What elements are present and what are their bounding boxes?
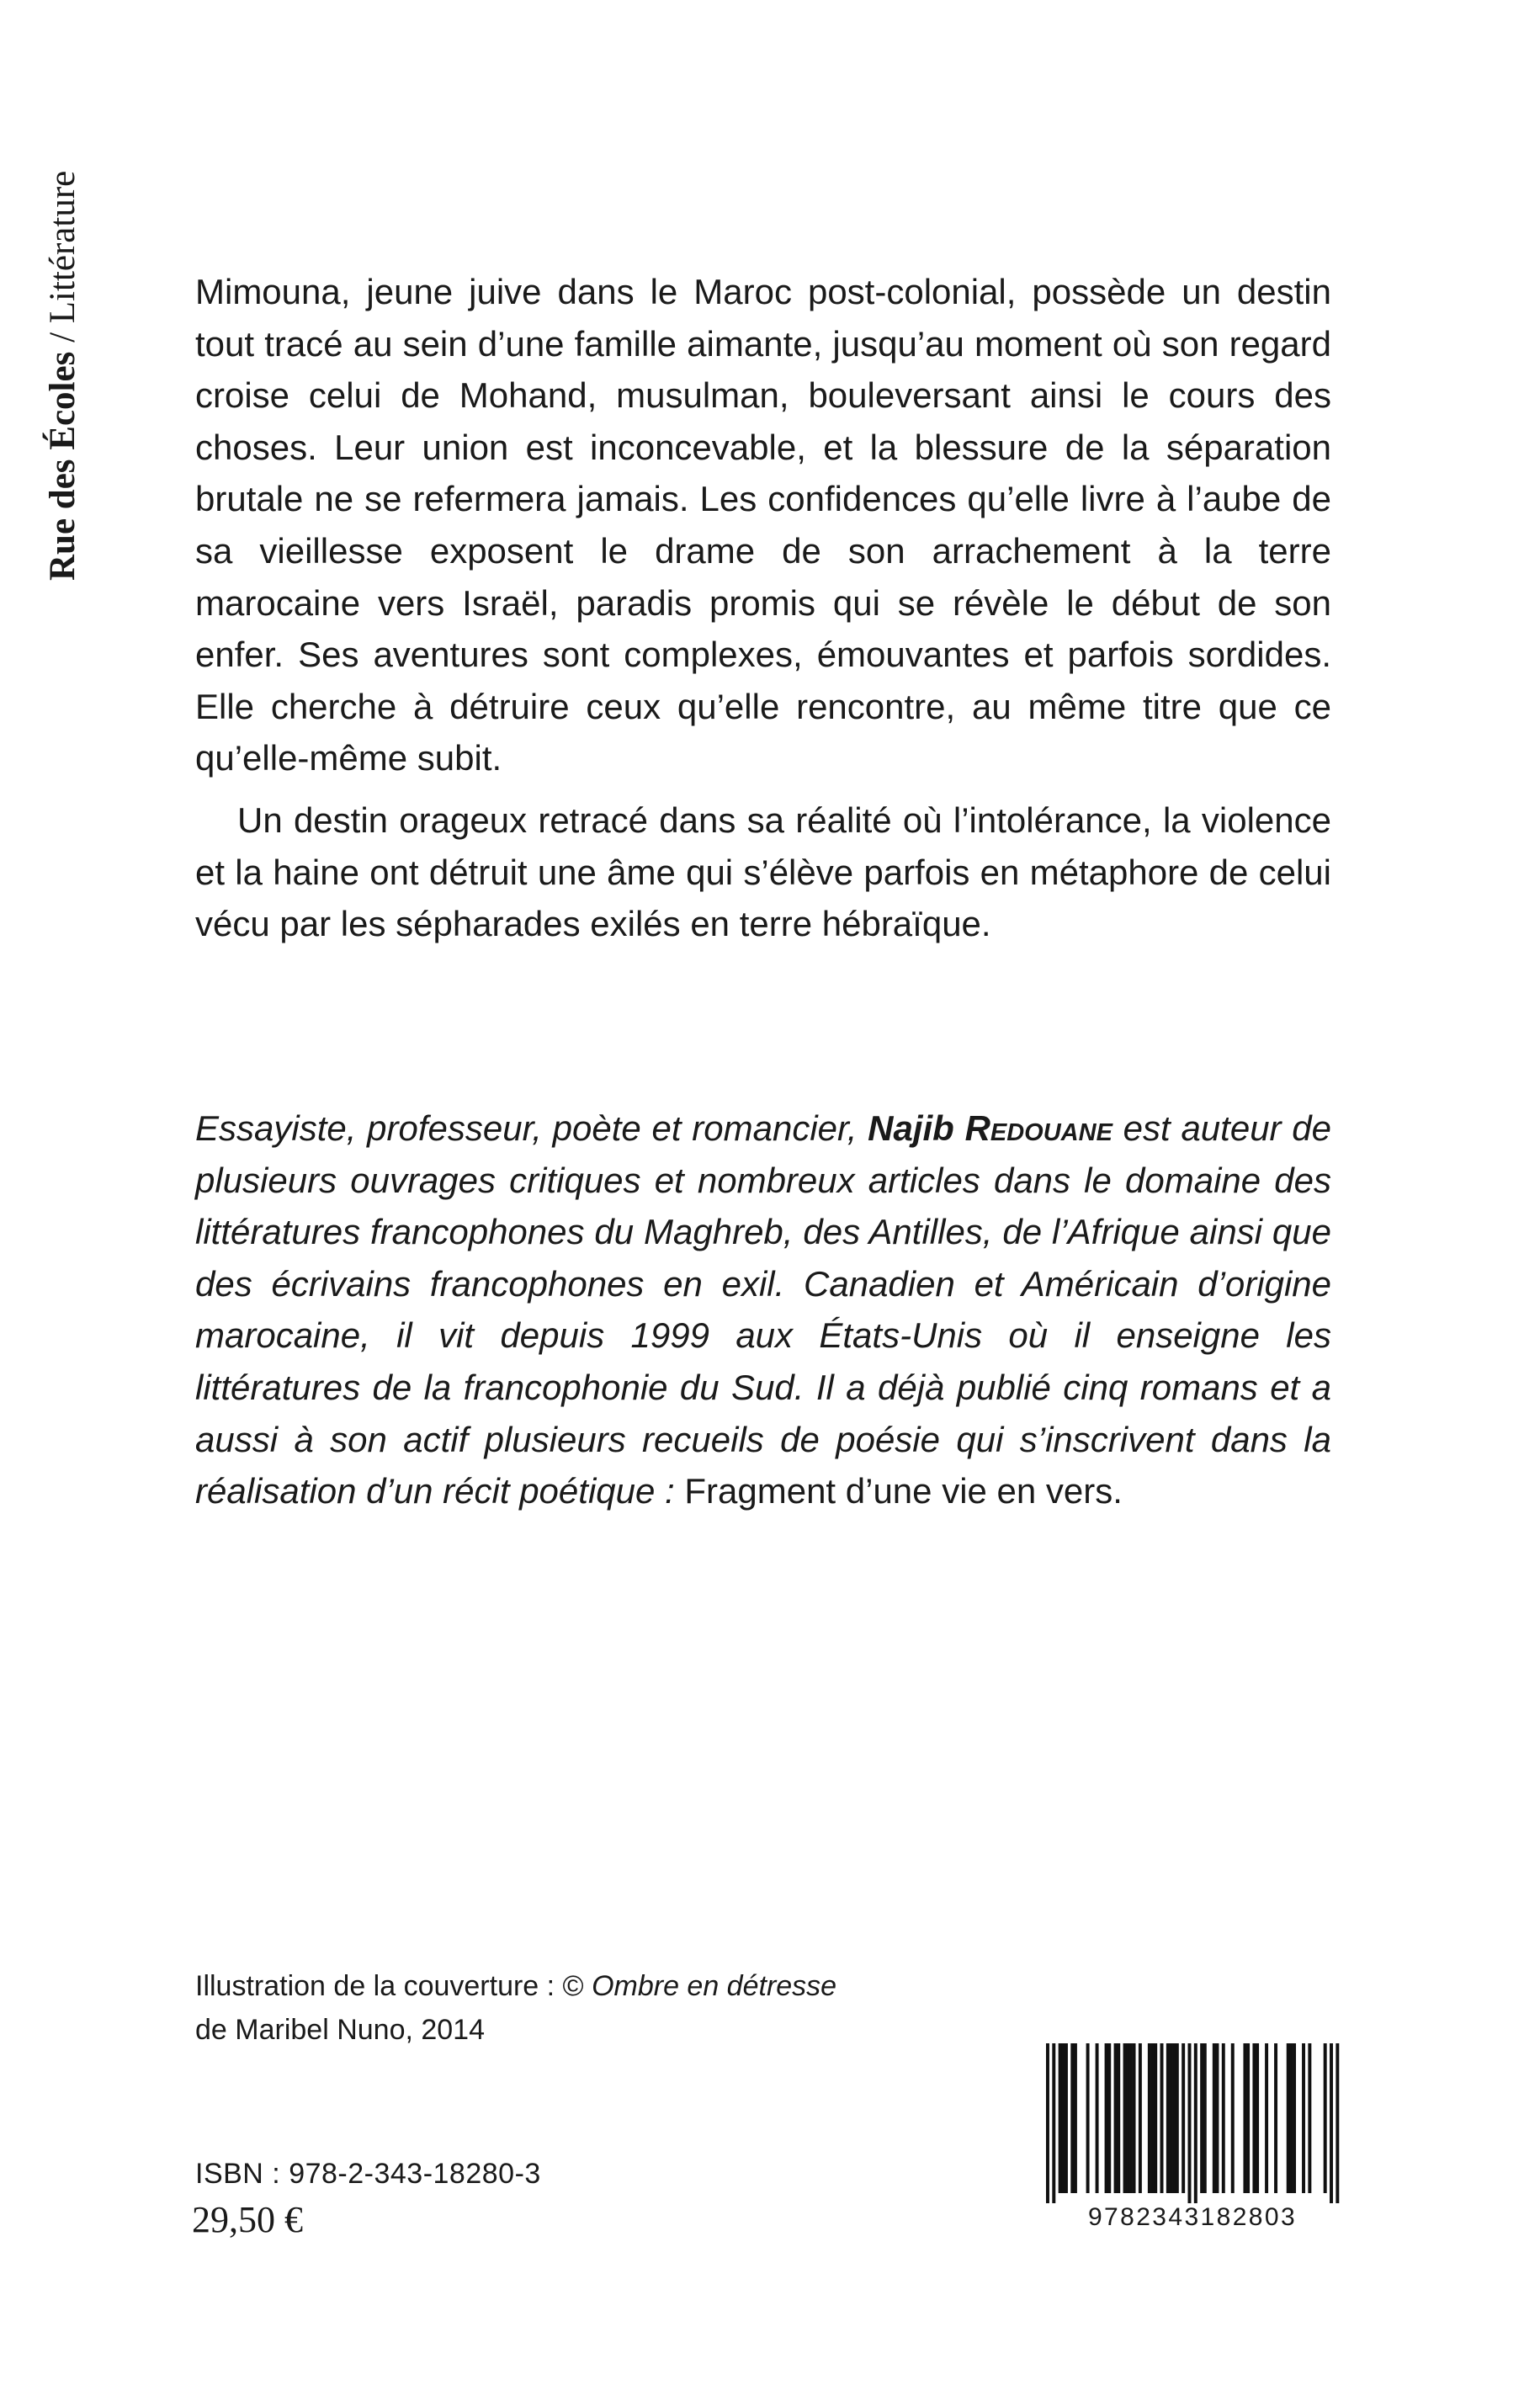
barcode-bar — [1133, 2043, 1136, 2193]
barcode-bar — [1172, 2043, 1176, 2193]
book-blurb — [195, 266, 1331, 950]
barcode-bar — [1308, 2043, 1311, 2193]
credit-line-1 — [195, 1964, 836, 2008]
barcode-bar — [1188, 2043, 1192, 2203]
barcode-bar — [1194, 2043, 1197, 2203]
spine-text — [42, 171, 83, 581]
artwork-title: Ombre en détresse — [592, 1970, 837, 2002]
barcode-bar — [1052, 2043, 1055, 2203]
author-bio-text — [195, 1102, 1331, 1517]
barcode-bar — [1293, 2043, 1296, 2193]
barcode-bar — [1154, 2043, 1157, 2193]
barcode-bar — [1265, 2043, 1268, 2193]
barcode-digits: 9782343182803 — [1087, 2203, 1298, 2231]
barcode-bar — [1046, 2043, 1049, 2203]
barcode-bar — [1065, 2043, 1068, 2193]
barcode-bar — [1061, 2043, 1065, 2193]
barcode-bars — [1037, 2043, 1348, 2203]
barcode-bar — [1114, 2043, 1118, 2193]
barcode-bar — [1222, 2043, 1225, 2193]
barcode-bar — [1213, 2043, 1216, 2193]
barcode-bar — [1200, 2043, 1203, 2193]
barcode-bar — [1151, 2043, 1155, 2193]
credit-label: Illustration de la couverture : © — [195, 1970, 592, 2002]
bio-intro: Essayiste, professeur, poète et romancier, — [195, 1108, 868, 1148]
barcode-bar — [1070, 2043, 1074, 2193]
barcode-bar — [1182, 2043, 1185, 2193]
barcode-bar — [1086, 2043, 1090, 2193]
author-first-name: Najib — [868, 1108, 965, 1148]
barcode-bar — [1117, 2043, 1120, 2193]
barcode-bar — [1126, 2043, 1129, 2193]
series-name: Rue des Écoles — [43, 351, 82, 581]
barcode-bar — [1324, 2043, 1327, 2193]
barcode-bar — [1170, 2043, 1173, 2193]
barcode-bar — [1096, 2043, 1099, 2193]
barcode-bar — [1139, 2043, 1142, 2193]
isbn-text: ISBN : 978-2-343-18280-3 — [195, 2158, 541, 2190]
barcode-bar — [1176, 2043, 1179, 2193]
barcode-bar — [1256, 2043, 1259, 2193]
barcode-bar — [1330, 2043, 1333, 2203]
cover-illustration-credit — [195, 1964, 836, 2052]
author-last-name: Redouane — [964, 1108, 1113, 1148]
barcode-bar — [1105, 2043, 1108, 2193]
bio-body: est auteur de plusieurs ouvrages critiques et nombreux articles dans le domaine des littératures francophones du Maghreb, des Antilles, de l’Afrique ainsi que des écrivains francophones en exil. Canadien et Américain d’origine marocaine, il vit depuis 1999 aux États-Unis où il enseigne les littératures de la francophonie du Sud. Il a déjà publié cinq romans et a aussi à son actif plusieurs recueils de poésie qui s’inscrivent dans la réalisation d’un récit poétique : — [195, 1108, 1331, 1511]
barcode-bar — [1252, 2043, 1256, 2193]
barcode-bar — [1160, 2043, 1164, 2193]
barcode-bar — [1274, 2043, 1277, 2193]
blurb-paragraph: Mimouna, jeune juive dans le Maroc post-colonial, possède un destin tout tracé au sein d’une famille aimante, jusqu’au moment où son regard croise celui de Mohand, musulman, bouleversant ainsi le cours des choses. Leur union est inconcevable, et la blessure de la séparation brutale ne se refermera jamais. Les confidences qu’elle livre à l’aube de sa vieillesse exposent le drame de son arrachement à la terre marocaine vers Israël, paradis promis qui se révèle le début de son enfer. Ses aventures sont complexes, émouvantes et parfois sordides. Elle cherche à détruire ceux qu’elle rencontre, au même titre que ce qu’elle-même subit. — [195, 272, 1331, 778]
barcode-bar — [1203, 2043, 1207, 2193]
barcode-bar — [1148, 2043, 1151, 2193]
barcode-bar — [1243, 2043, 1246, 2193]
barcode-bar — [1287, 2043, 1290, 2193]
barcode-bar — [1289, 2043, 1293, 2193]
barcode-bar — [1107, 2043, 1111, 2193]
barcode-bar — [1246, 2043, 1250, 2193]
barcode-bar — [1074, 2043, 1077, 2193]
barcode-bar — [1129, 2043, 1133, 2193]
barcode-bar — [1166, 2043, 1170, 2193]
category-name: Littérature — [43, 170, 82, 324]
author-bio — [195, 1102, 1331, 1517]
barcode-bar — [1215, 2043, 1219, 2193]
author-name — [868, 1108, 1113, 1148]
barcode-bar — [1336, 2043, 1339, 2203]
blurb-paragraph: Un destin orageux retracé dans sa réalité où l’intolérance, la violence et la haine ont détruit une âme qui s’élève parfois en métaphore de celui vécu par les sépharades exilés en terre hébraïque. — [195, 799, 1331, 944]
barcode-bar — [1302, 2043, 1305, 2193]
barcode-bar — [1059, 2043, 1062, 2193]
barcode-bar — [1123, 2043, 1127, 2193]
spine-separator: / — [43, 323, 82, 352]
credit-artist: de Maribel Nuno, 2014 — [195, 2014, 486, 2046]
barcode-bar — [1231, 2043, 1235, 2193]
price-text: 29,50 € — [192, 2199, 303, 2240]
work-title: Fragment d’une vie en vers. — [684, 1471, 1123, 1511]
